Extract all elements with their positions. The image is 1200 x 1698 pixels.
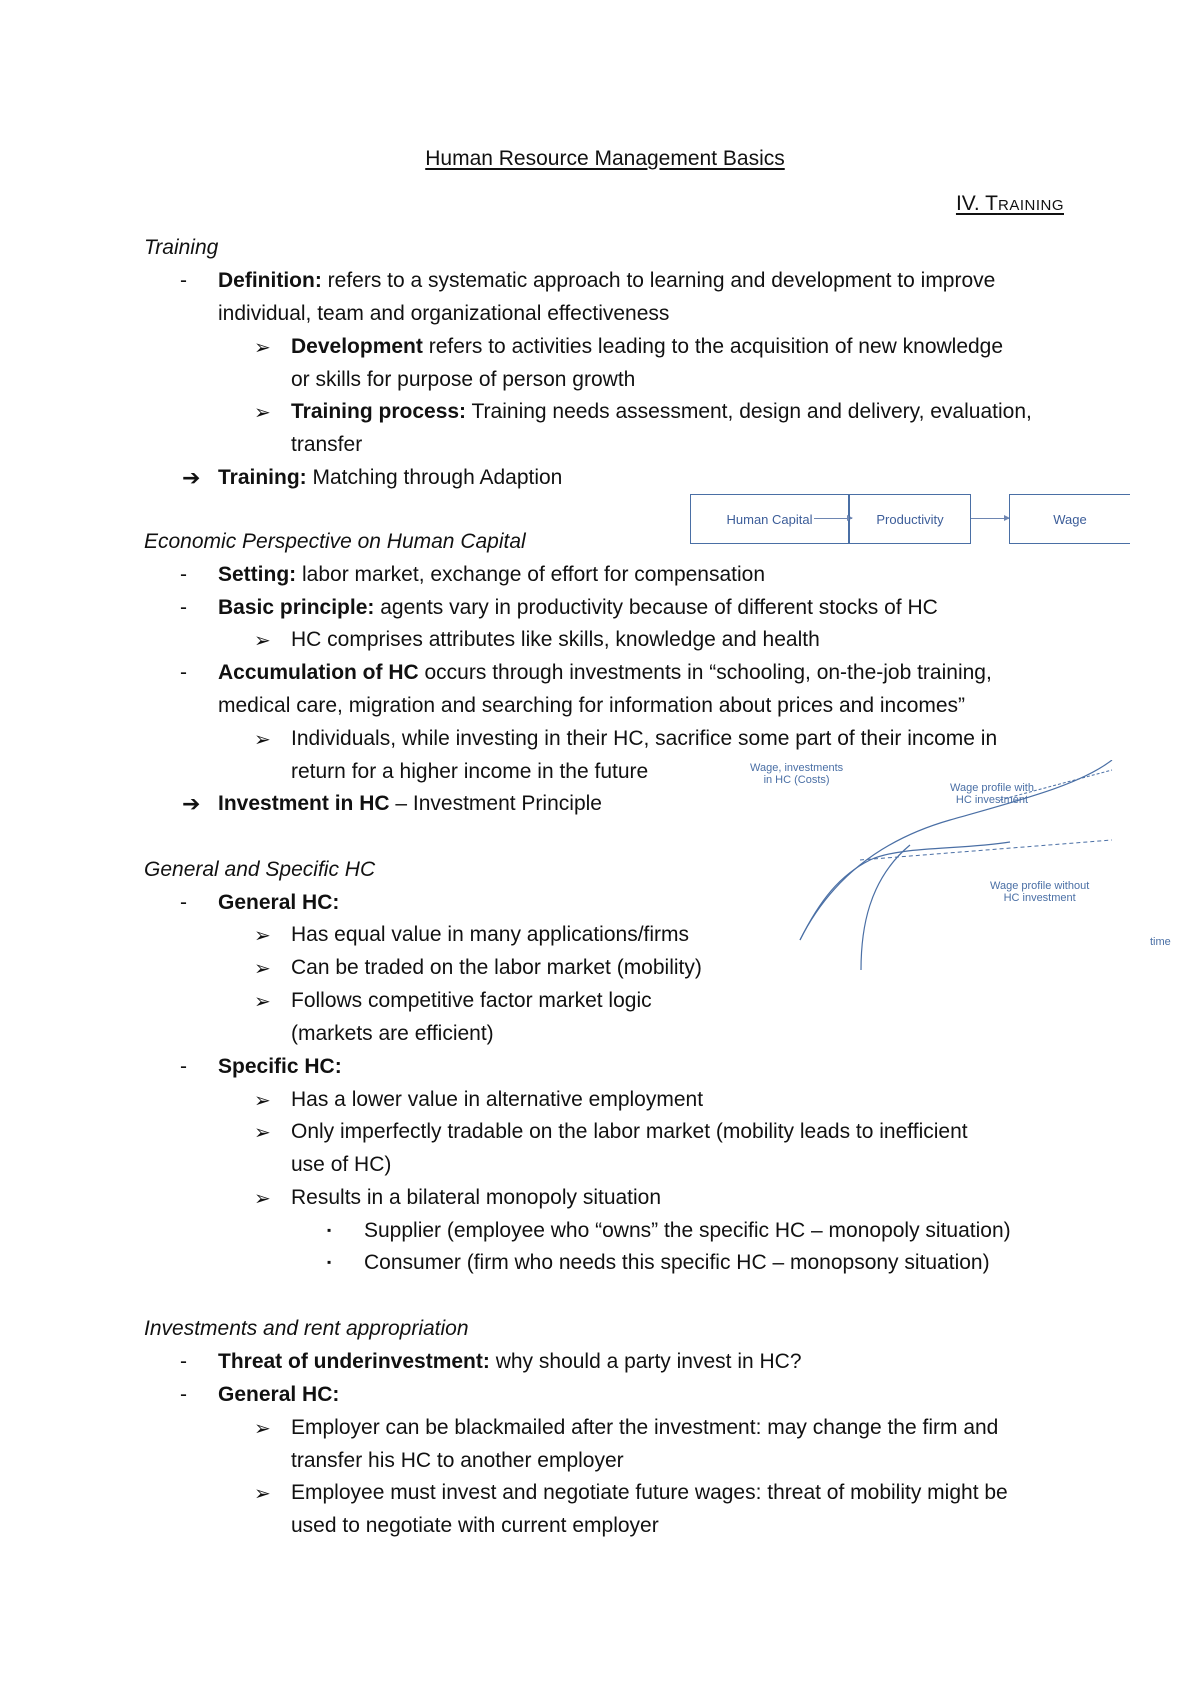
specific-hc-point-continued: use of HC) (291, 1153, 392, 1176)
general-hc-label: General HC: (218, 891, 340, 914)
process-label: Training process: (291, 400, 467, 423)
dash-bullet: - (180, 1383, 187, 1406)
dash-bullet: - (180, 563, 187, 586)
employee-point-continued: used to negotiate with current employer (291, 1514, 659, 1537)
training-conclusion-label: Training: (218, 466, 307, 489)
dash-bullet: - (180, 1350, 187, 1373)
investment-conclusion-text: – Investment Principle (389, 792, 602, 815)
process-continued: transfer (291, 433, 363, 456)
arrow-bullet: ➢ (254, 958, 271, 980)
section-heading-general-specific: General and Specific HC (144, 858, 376, 881)
general-hc-point: Follows competitive factor market logic (291, 989, 652, 1012)
training-conclusion-text: Matching through Adaption (306, 466, 563, 489)
definition-continued: individual, team and organizational effectiveness (218, 302, 670, 325)
setting-item (218, 563, 765, 587)
employer-point: Employer can be blackmailed after the investment: may change the firm and (291, 1416, 999, 1439)
wage-profile-graph (750, 760, 1200, 980)
graph-with-investment-label: Wage profile with HC investment (950, 782, 1034, 806)
basic-principle-item (218, 596, 938, 620)
flow-box-human-capital: Human Capital (690, 494, 849, 544)
arrow-bullet: ➢ (254, 1188, 271, 1210)
square-bullet: ▪ (327, 1223, 332, 1237)
investment-conclusion (218, 792, 602, 816)
setting-text: labor market, exchange of effort for compensation (296, 563, 766, 586)
flow-diagram (690, 494, 1130, 550)
employer-point-continued: transfer his HC to another employer (291, 1449, 624, 1472)
graph-without-investment-label: Wage profile without HC investment (990, 880, 1090, 904)
accumulation-continued: medical care, migration and searching for information about prices and incomes” (218, 694, 966, 717)
process-item (291, 400, 1032, 424)
development-label: Development (291, 335, 423, 358)
investments-general-hc-label: General HC: (218, 1383, 340, 1406)
specific-hc-point: Only imperfectly tradable on the labor market (mobility leads to inefficient (291, 1120, 968, 1143)
arrow-bullet: ➢ (254, 729, 271, 751)
arrow-bullet: ➢ (254, 1122, 271, 1144)
investment-conclusion-label: Investment in HC (218, 792, 390, 815)
accumulation-text: occurs through investments in “schooling, on-the-job training, (418, 661, 992, 684)
dash-bullet: - (180, 596, 187, 619)
definition-label: Definition: (218, 269, 322, 292)
definition-text: refers to a systematic approach to learning and development to improve (321, 269, 996, 292)
arrow-bullet: ➢ (254, 402, 271, 424)
underinvestment-text: why should a party invest in HC? (489, 1350, 802, 1373)
accumulation-item (218, 661, 992, 685)
dash-bullet: - (180, 269, 187, 292)
dash-bullet: - (180, 1055, 187, 1078)
specific-hc-label: Specific HC: (218, 1055, 342, 1078)
setting-label: Setting: (218, 563, 297, 586)
graph-y-label: Wage, investments in HC (Costs) (750, 762, 844, 786)
section-heading-investments: Investments and rent appropriation (144, 1317, 469, 1340)
section-heading-economic: Economic Perspective on Human Capital (144, 530, 526, 553)
consumer-point: Consumer (firm who needs this specific HC – monopsony situation) (364, 1251, 990, 1274)
general-hc-point: Has equal value in many applications/firms (291, 923, 690, 946)
arrow-bullet: ➢ (254, 1483, 271, 1505)
specific-hc-point: Has a lower value in alternative employment (291, 1088, 704, 1111)
dash-bullet: - (180, 891, 187, 914)
arrow-bullet: ➢ (254, 1090, 271, 1112)
underinvestment-label: Threat of underinvestment: (218, 1350, 490, 1373)
chapter-smallcaps: RAINING (997, 197, 1064, 214)
conclusion-arrow: ➔ (182, 791, 201, 816)
definition-item (218, 269, 995, 293)
investment-cost-curve (861, 845, 910, 970)
flow-arrow (971, 518, 1009, 519)
arrow-bullet: ➢ (254, 337, 271, 359)
specific-hc-point: Results in a bilateral monopoly situation (291, 1186, 662, 1209)
document-title: Human Resource Management Basics (425, 147, 785, 170)
development-item (291, 335, 1003, 359)
chapter-heading (956, 192, 1064, 216)
conclusion-arrow: ➔ (182, 465, 201, 490)
chapter-numeral: IV. T (955, 192, 998, 215)
individuals-item: Individuals, while investing in their HC, sacrifice some part of their income in (291, 727, 998, 750)
flow-box-wage: Wage (1009, 494, 1130, 544)
individuals-continued: return for a higher income in the future (291, 760, 649, 783)
basic-principle-label: Basic principle: (218, 596, 375, 619)
flow-arrow (814, 518, 852, 519)
basic-principle-text: agents vary in productivity because of different stocks of HC (374, 596, 938, 619)
employee-point: Employee must invest and negotiate future wages: threat of mobility might be (291, 1481, 1008, 1504)
development-continued: or skills for purpose of person growth (291, 368, 636, 391)
development-text: refers to activities leading to the acquisition of new knowledge (422, 335, 1004, 358)
arrow-bullet: ➢ (254, 991, 271, 1013)
square-bullet: ▪ (327, 1255, 332, 1269)
training-conclusion (218, 466, 562, 490)
supplier-point: Supplier (employee who “owns” the specific HC – monopoly situation) (364, 1219, 1011, 1242)
arrow-bullet: ➢ (254, 925, 271, 947)
underinvestment-item (218, 1350, 802, 1374)
general-hc-point: Can be traded on the labor market (mobility) (291, 956, 702, 979)
accumulation-label: Accumulation of HC (218, 661, 419, 684)
flow-box-productivity: Productivity (849, 494, 971, 544)
hc-attributes-item: HC comprises attributes like skills, knowledge and health (291, 628, 820, 651)
general-hc-point-continued: (markets are efficient) (291, 1022, 494, 1045)
graph-x-label: time (1150, 936, 1171, 948)
section-heading-training: Training (144, 236, 219, 259)
arrow-bullet: ➢ (254, 1418, 271, 1440)
dash-bullet: - (180, 661, 187, 684)
process-text: Training needs assessment, design and delivery, evaluation, (466, 400, 1032, 423)
arrow-bullet: ➢ (254, 630, 271, 652)
